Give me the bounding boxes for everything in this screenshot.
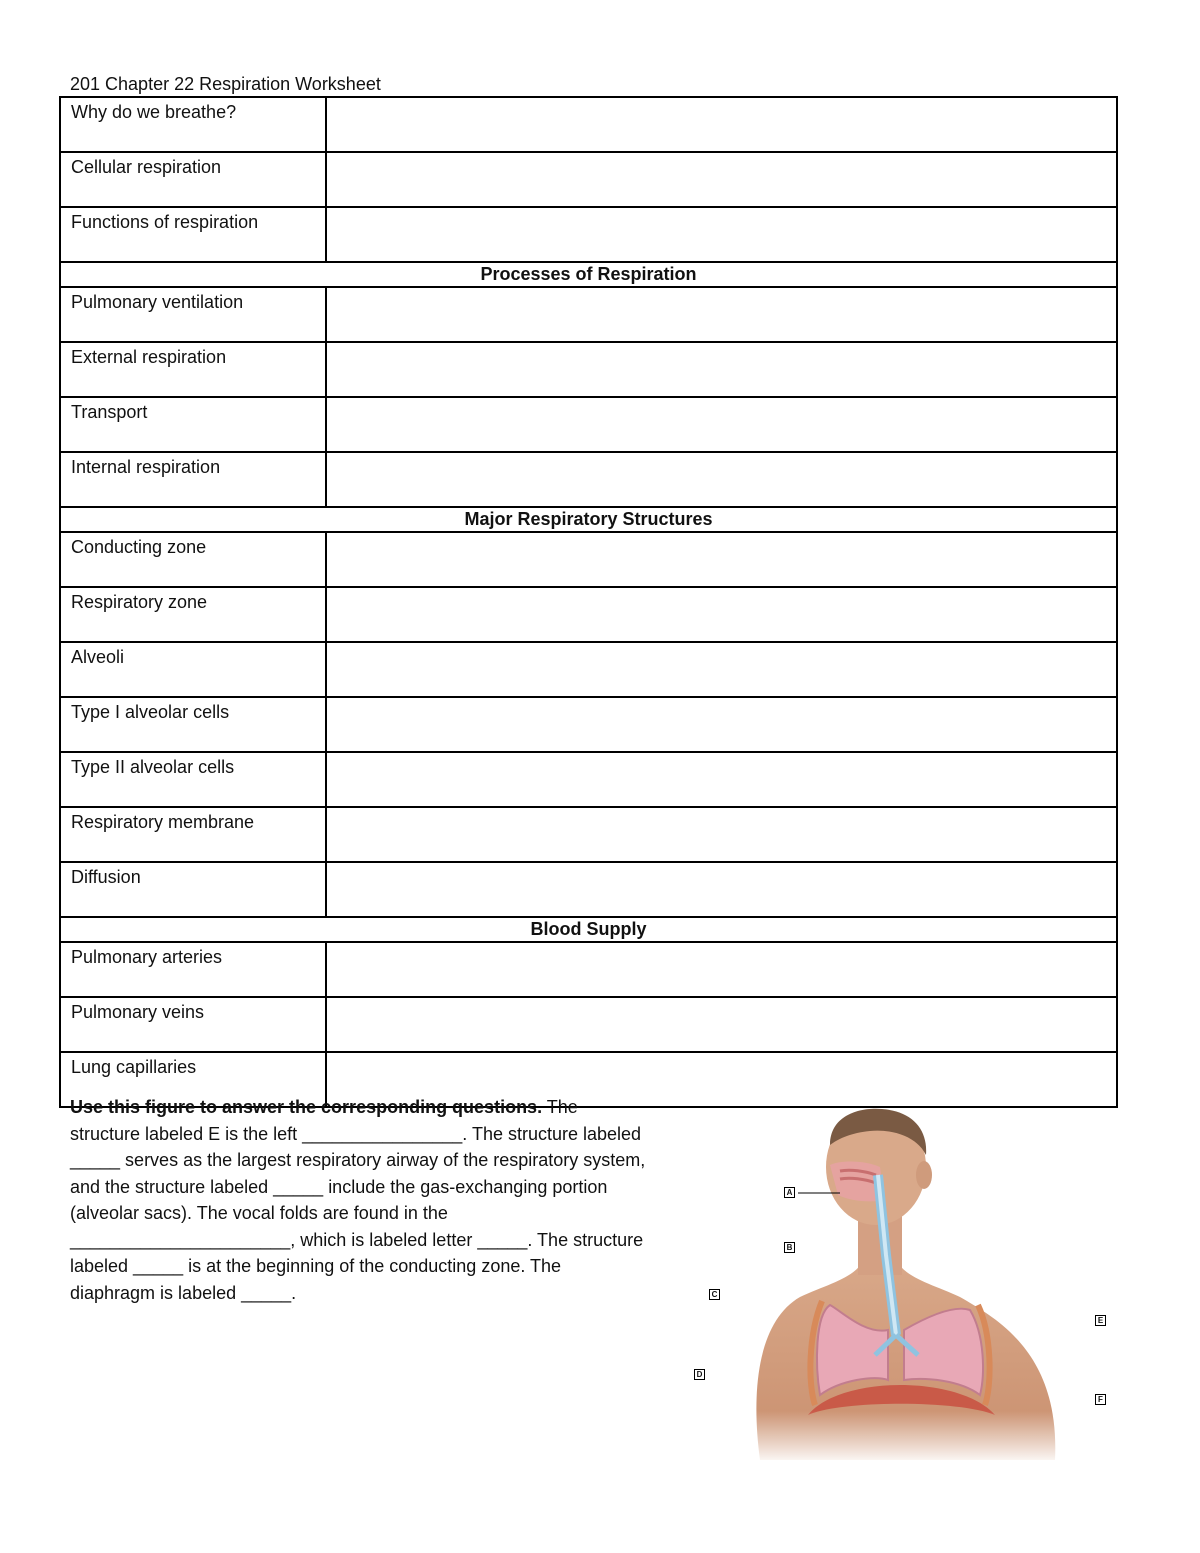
figure-label-f: F — [1095, 1394, 1106, 1405]
answer-cell[interactable] — [326, 807, 1117, 862]
answer-cell[interactable] — [326, 697, 1117, 752]
table-row — [60, 862, 1117, 917]
figure-label-b: B — [784, 1242, 795, 1253]
table-row — [60, 397, 1117, 452]
term-label: Respiratory zone — [60, 587, 326, 642]
answer-cell[interactable] — [326, 97, 1117, 152]
term-label: Type II alveolar cells — [60, 752, 326, 807]
figure-question-paragraph — [70, 1094, 650, 1306]
section-header-row — [60, 262, 1117, 287]
term-label: Respiratory membrane — [60, 807, 326, 862]
respiratory-illustration — [690, 1105, 1120, 1465]
section-header-row — [60, 917, 1117, 942]
term-label: Cellular respiration — [60, 152, 326, 207]
figure-question-body: The structure labeled E is the left ________________. The structure labeled _____ serves as the largest respiratory airway of the respiratory system, and the structure labeled _____ include the gas-exchanging portion (alveolar sacs). The vocal folds are found in the ______________________, which is labeled letter _____. The structure labeled _____ is at the beginning of the conducting zone. The diaphragm is labeled _____. — [70, 1097, 646, 1303]
answer-cell[interactable] — [326, 942, 1117, 997]
table-row — [60, 942, 1117, 997]
figure-label-a: A — [784, 1187, 795, 1198]
term-label: Alveoli — [60, 642, 326, 697]
figure-label-e: E — [1095, 1315, 1106, 1326]
figure-label-d: D — [694, 1369, 705, 1380]
answer-cell[interactable] — [326, 342, 1117, 397]
term-label: Functions of respiration — [60, 207, 326, 262]
answer-cell[interactable] — [326, 532, 1117, 587]
answer-cell[interactable] — [326, 587, 1117, 642]
table-row — [60, 152, 1117, 207]
answer-cell[interactable] — [326, 997, 1117, 1052]
term-label: Internal respiration — [60, 452, 326, 507]
term-label: Pulmonary veins — [60, 997, 326, 1052]
answer-cell[interactable] — [326, 207, 1117, 262]
figure-question-lead: Use this figure to answer the corresponding questions. — [70, 1097, 543, 1117]
respiratory-system-figure — [690, 1105, 1120, 1465]
term-label: Why do we breathe? — [60, 97, 326, 152]
term-label: Diffusion — [60, 862, 326, 917]
answer-cell[interactable] — [326, 287, 1117, 342]
section-header: Blood Supply — [60, 917, 1117, 942]
table-row — [60, 452, 1117, 507]
answer-cell[interactable] — [326, 642, 1117, 697]
term-label: Transport — [60, 397, 326, 452]
table-row — [60, 752, 1117, 807]
answer-cell[interactable] — [326, 752, 1117, 807]
answer-cell[interactable] — [326, 397, 1117, 452]
worksheet-title: 201 Chapter 22 Respiration Worksheet — [70, 74, 381, 94]
answer-cell[interactable] — [326, 152, 1117, 207]
table-row — [60, 642, 1117, 697]
term-label: Type I alveolar cells — [60, 697, 326, 752]
table-row — [60, 997, 1117, 1052]
answer-cell[interactable] — [326, 452, 1117, 507]
table-row — [60, 97, 1117, 152]
section-header: Major Respiratory Structures — [60, 507, 1117, 532]
table-row — [60, 342, 1117, 397]
term-label: Conducting zone — [60, 532, 326, 587]
figure-label-c: C — [709, 1289, 720, 1300]
table-row — [60, 807, 1117, 862]
table-row — [60, 532, 1117, 587]
term-label: Pulmonary ventilation — [60, 287, 326, 342]
table-row — [60, 207, 1117, 262]
term-label: External respiration — [60, 342, 326, 397]
section-header: Processes of Respiration — [60, 262, 1117, 287]
worksheet-table — [59, 96, 1118, 1108]
table-row — [60, 287, 1117, 342]
answer-cell[interactable] — [326, 862, 1117, 917]
section-header-row — [60, 507, 1117, 532]
term-label: Lung capillaries — [60, 1052, 326, 1107]
table-row — [60, 587, 1117, 642]
table-row — [60, 697, 1117, 752]
term-label: Pulmonary arteries — [60, 942, 326, 997]
